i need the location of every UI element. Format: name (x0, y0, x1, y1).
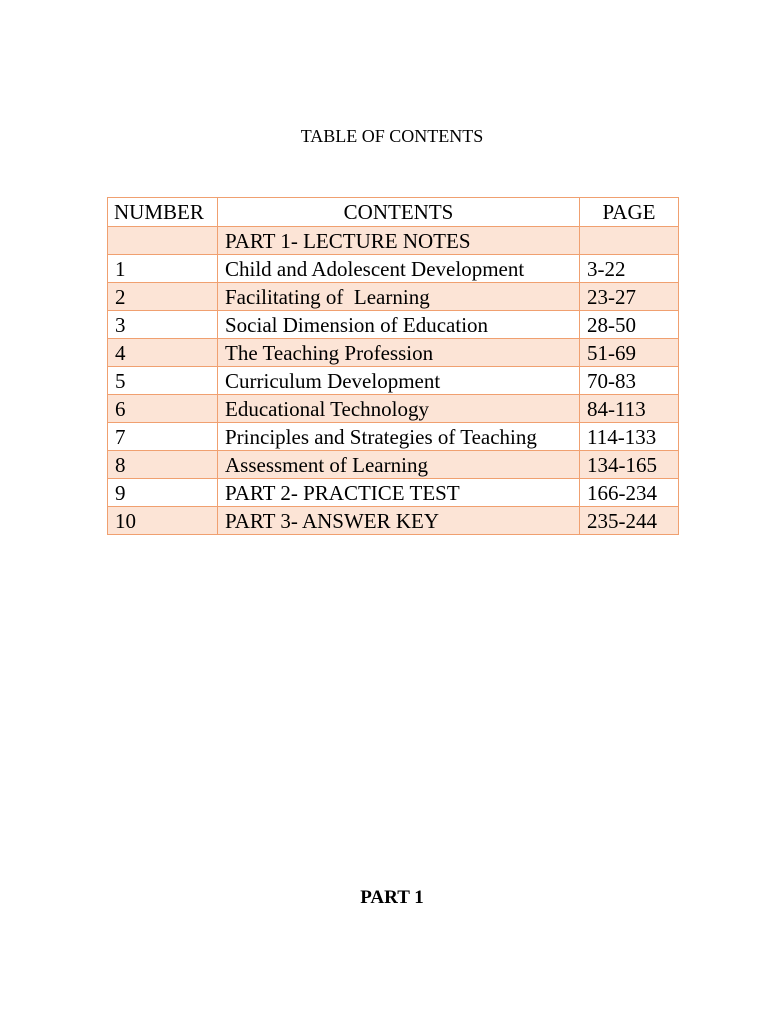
header-page: PAGE (580, 198, 679, 227)
row-number: 7 (108, 423, 218, 451)
table-row (108, 395, 679, 423)
row-page: 23-27 (580, 283, 679, 311)
header-contents: CONTENTS (218, 198, 580, 227)
row-page: 114-133 (580, 423, 679, 451)
table-row (108, 283, 679, 311)
part1-heading: PART 1- LECTURE NOTES (218, 227, 580, 255)
table-row (108, 479, 679, 507)
table-header-row (108, 198, 679, 227)
table-row (108, 451, 679, 479)
row-number: 2 (108, 283, 218, 311)
row-number: 3 (108, 311, 218, 339)
page-title: TABLE OF CONTENTS (300, 126, 484, 146)
row-number: 8 (108, 451, 218, 479)
table-row (108, 255, 679, 283)
row-contents: Facilitating of Learning (218, 283, 580, 311)
row-contents: Curriculum Development (218, 367, 580, 395)
row-number: 4 (108, 339, 218, 367)
row-contents: The Teaching Profession (218, 339, 580, 367)
row-page: 28-50 (580, 311, 679, 339)
row-number: 1 (108, 255, 218, 283)
row-number: 6 (108, 395, 218, 423)
row-contents: Principles and Strategies of Teaching (218, 423, 580, 451)
row-contents: Educational Technology (218, 395, 580, 423)
row-number: 9 (108, 479, 218, 507)
row-number: 5 (108, 367, 218, 395)
row-page: 51-69 (580, 339, 679, 367)
table-row (108, 423, 679, 451)
table-row (108, 339, 679, 367)
part1-heading-row (108, 227, 679, 255)
row-page: 3-22 (580, 255, 679, 283)
table-row (108, 507, 679, 535)
table-row (108, 367, 679, 395)
row-page: 235-244 (580, 507, 679, 535)
row-contents: PART 3- ANSWER KEY (218, 507, 580, 535)
part1-heading-page-cell (580, 227, 679, 255)
section-label: PART 1 (360, 887, 424, 908)
row-contents: Assessment of Learning (218, 451, 580, 479)
row-page: 134-165 (580, 451, 679, 479)
row-page: 166-234 (580, 479, 679, 507)
row-page: 70-83 (580, 367, 679, 395)
table-of-contents (107, 197, 679, 535)
row-number: 10 (108, 507, 218, 535)
header-number: NUMBER (108, 198, 218, 227)
row-contents: Social Dimension of Education (218, 311, 580, 339)
row-page: 84-113 (580, 395, 679, 423)
row-contents: PART 2- PRACTICE TEST (218, 479, 580, 507)
table-row (108, 311, 679, 339)
part1-heading-number-cell (108, 227, 218, 255)
row-contents: Child and Adolescent Development (218, 255, 580, 283)
